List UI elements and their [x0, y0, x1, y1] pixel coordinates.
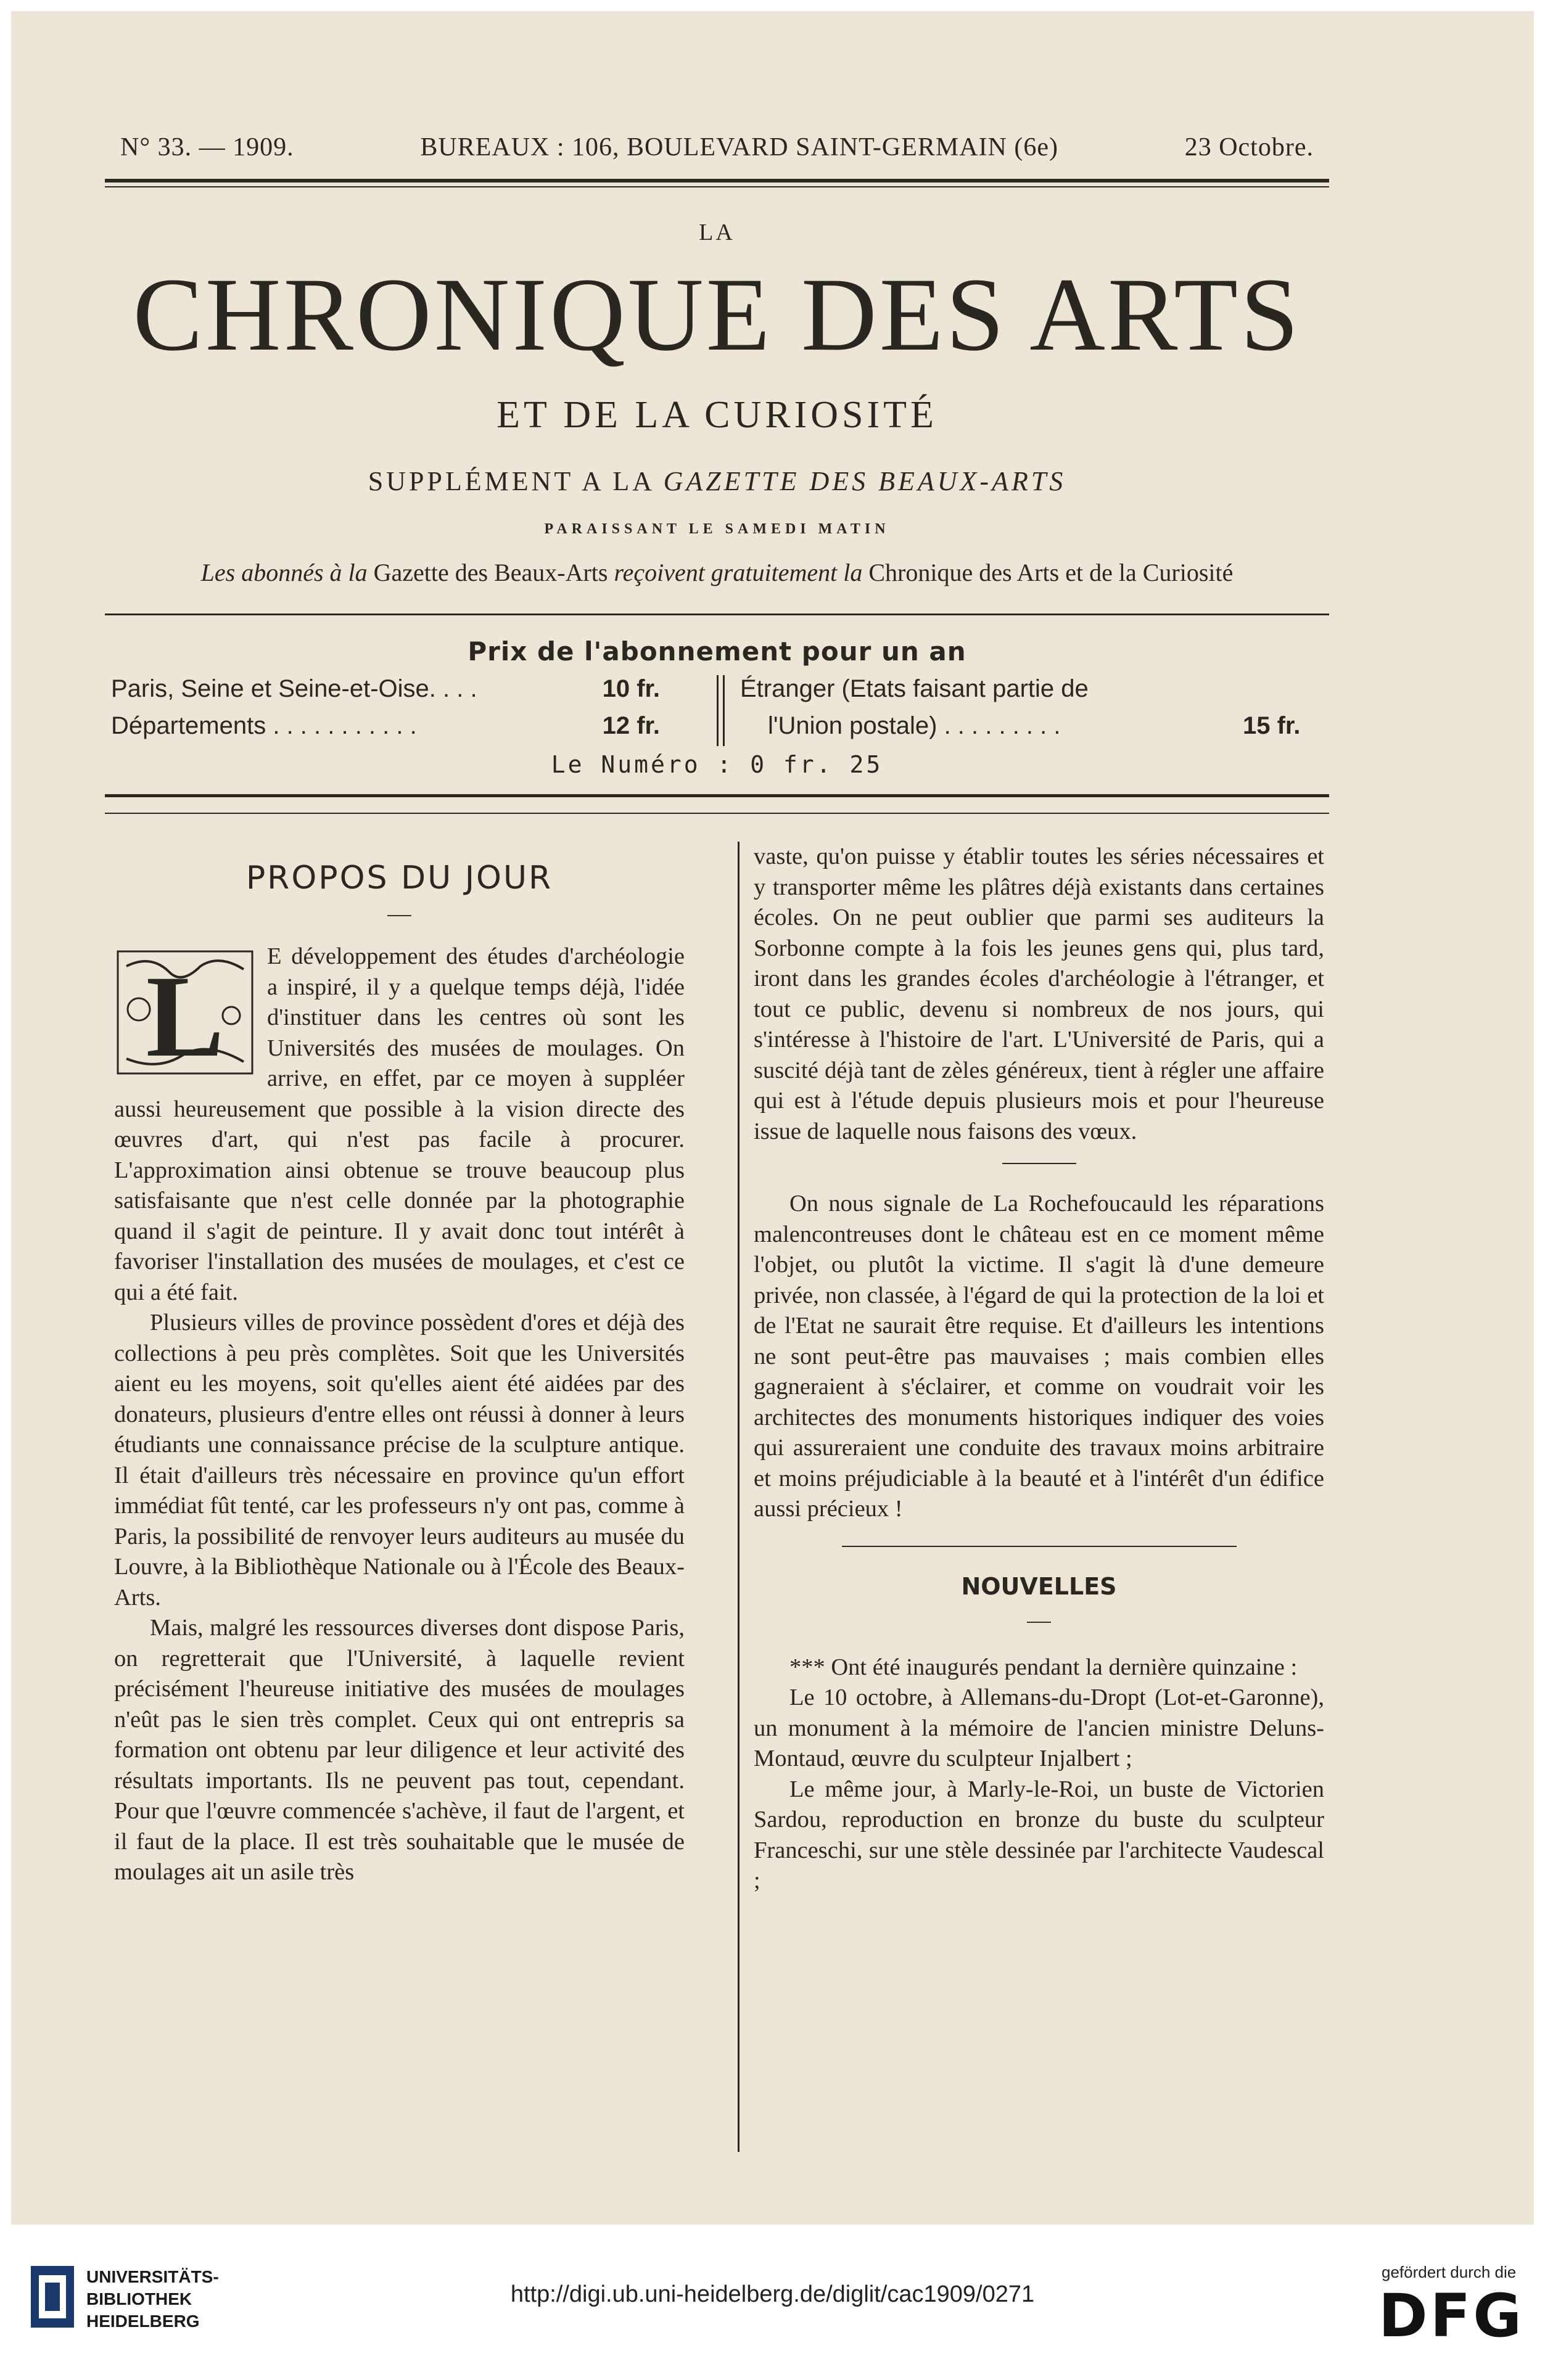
- header-rule-thick: [105, 179, 1329, 183]
- left-column: [114, 842, 685, 2149]
- masthead-rule: [105, 613, 1329, 615]
- supplement-line: [105, 466, 1329, 497]
- funded-by-label: gefördert durch die: [1382, 2263, 1517, 2281]
- propos-dash: —: [387, 900, 411, 927]
- propos-continuation: vaste, qu'on puisse y établir toutes les séries nécessaires et y transporter même les plâtres déjà existants dans certaines écoles. On ne peut oublier que parmi ses auditeurs la Sorbonne compte à la fois les jeunes gens qui, plus tard, iront dans les grandes écoles d'archéologie à l'étranger, et tout ce public, devenu si nombreux de nos jours, qui s'intéresse à l'histoire de l'art. L'Université de Paris, qui a suscité déjà tant de zèles généreux, tient à régler une affaire qui est à l'étude depuis plusieurs mois et pour l'heureuse issue de laquelle nous faisons des vœux.: [754, 843, 1324, 1144]
- library-name-3: HEIDELBERG: [86, 2312, 200, 2331]
- supplement-gazette: GAZETTE DES BEAUX-ARTS: [663, 466, 1066, 496]
- library-name-2: BIBLIOTHEK: [86, 2289, 192, 2308]
- section-rule-thick: [105, 794, 1329, 797]
- prix-dept-row: [111, 712, 685, 740]
- note-part-3: reçoivent gratuitement la: [614, 559, 863, 586]
- ornamental-dropcap: [114, 948, 256, 1077]
- masthead-la: LA: [699, 220, 735, 245]
- prix-divider-left: [717, 675, 719, 746]
- short-separator: [1002, 1163, 1076, 1164]
- rochefoucauld-paragraph: On nous signale de La Rochefoucauld les réparations malencontreuses dont le château est en ce moment même l'objet, ou plutôt la victime. Il s'agit là d'une demeure privée, non classée, à l'égard de qui la protection de la loi et de l'Etat ne saurait être requise. Et d'ailleurs les intentions ne sont peut-être pas mauvaises ; mais combien elles gagneraient à s'éclairer, et comme on voudrait voir les architectes des monuments historiques indiquer des voies qui assureraient une conduite des travaux moins arbitraire et moins préjudiciable à la beauté et à l'intérêt d'un édifice aussi précieux !: [754, 1191, 1324, 1522]
- propos-du-jour-title: PROPOS DU JOUR: [245, 860, 553, 897]
- note-part-2: Gazette des Beaux-Arts: [367, 559, 614, 586]
- masthead-title: CHRONIQUE DES ARTS: [133, 256, 1301, 372]
- propos-paragraph-2: Plusieurs villes de province possèdent d'ores et déjà des collections à peu près complètes. Soit que les Universités aient eu les moyens, soit qu'elles aient été aidées par des donateurs, plusieurs d'entre elles ont réussi à donner à leurs étudiants une connaissance précise de la sculpture antique. Il était d'ailleurs très nécessaire en province qu'un effort immédiat fût tenté, car les professeurs n'y ont pas, comme à Paris, la possibilité de renvoyer leurs auditeurs au musée du Louvre, à la Bibliothèque Nationale ou à l'École des Beaux-Arts.: [114, 1310, 685, 1611]
- nouvelles-title: NOUVELLES: [961, 1572, 1117, 1600]
- dfg-logo: DFG: [1378, 2281, 1525, 2350]
- permalink-url[interactable]: http://digi.ub.uni-heidelberg.de/diglit/cac1909/0271: [510, 2281, 1035, 2307]
- prix-dept-price: 12 fr.: [602, 712, 660, 739]
- prix-paris-price: 10 fr.: [602, 675, 660, 702]
- masthead-subtitle: ET DE LA CURIOSITÉ: [496, 394, 937, 436]
- nouvelles-dash: —: [1027, 1607, 1051, 1633]
- propos-paragraph-3: Mais, malgré les ressources diverses dont dispose Paris, on regretterait que l'Université, à laquelle revient précisément l'heureuse initiative des musées de moulages n'eût pas le sien très complet. Ceux qui ont entrepris sa formation ont obtenu par leur diligence et leur activité des résultats importants. Ils ne peuvent pas tout, cependant. Pour que l'œuvre commencée s'achève, il faut de l'argent, et il faut de la place. Il est très souhaitable que le musée de moulages ait un asile très: [114, 1615, 685, 1885]
- parution-line: PARAISSANT LE SAMEDI MATIN: [544, 521, 890, 537]
- prix-etranger-price: 15 fr.: [1243, 712, 1301, 739]
- long-separator: [842, 1546, 1237, 1547]
- nouvelles-intro: *** Ont été inaugurés pendant la dernière quinzaine :: [789, 1654, 1298, 1680]
- prix-etranger-line2: l'Union postale) . . . . . . . . .: [768, 712, 1061, 739]
- nouvelles-item-2: Le même jour, à Marly-le-Roi, un buste de Victorien Sardou, reproduction en bronze du buste du sculpteur Franceschi, sur une stèle dessinée par l'architecte Vaudescal ;: [754, 1776, 1324, 1894]
- issue-header: [120, 133, 1314, 162]
- digitization-footer: [0, 2244, 1545, 2380]
- issue-number: N° 33. — 1909.: [120, 133, 294, 162]
- library-name-1: UNIVERSITÄTS-: [86, 2267, 219, 2286]
- note-part-4: Chronique des Arts et de la Curiosité: [862, 559, 1234, 586]
- dropcap-letter: L: [146, 952, 225, 1077]
- header-rule-thin: [105, 186, 1329, 187]
- propos-paragraph-1: E développement des études d'archéologie a inspiré, il y a quelque temps déjà, l'idée d'instituer dans les centres où sont les Universités des musées de moulages. On arrive, en effet, par ce moyen à suppléer aussi heureusement que possible à la vision directe des œuvres d'art, qui n'est pas facile à procurer. L'approximation ainsi obtenue se trouve beaucoup plus satisfaisante que n'est celle donnée par la photographie quand il s'agit de peinture. Il y avait donc tout intérêt à favoriser l'installation des musées de moulages, et c'est ce qui a été fait.: [114, 943, 685, 1305]
- section-rule-thin: [105, 813, 1329, 814]
- bureaux-address: BUREAUX : 106, BOULEVARD SAINT-GERMAIN (6e): [420, 133, 1058, 162]
- prix-paris-label: Paris, Seine et Seine-et-Oise. . . .: [111, 675, 477, 702]
- issue-date: 23 Octobre.: [1184, 133, 1314, 162]
- subscriber-note: [105, 558, 1329, 587]
- prix-paris-row: [111, 675, 685, 703]
- prix-etranger-line1: Étranger (Etats faisant partie de: [740, 675, 1089, 702]
- note-part-1: Les abonnés à la: [200, 559, 368, 586]
- prix-dept-label: Départements . . . . . . . . . . .: [111, 712, 417, 739]
- nouvelles-item-1: Le 10 octobre, à Allemans-du-Dropt (Lot-et-Garonne), un monument à la mémoire de l'ancien ministre Deluns-Montaud, œuvre du sculpteur Injalbert ;: [754, 1684, 1324, 1771]
- column-separator: [738, 842, 740, 2152]
- prix-title: Prix de l'abonnement pour un an: [468, 636, 966, 667]
- supplement-prefix: SUPPLÉMENT A LA: [368, 466, 664, 496]
- prix-divider-right: [723, 675, 725, 746]
- numero-price: Le Numéro : 0 fr. 25: [551, 751, 883, 778]
- right-column: [754, 842, 1324, 2149]
